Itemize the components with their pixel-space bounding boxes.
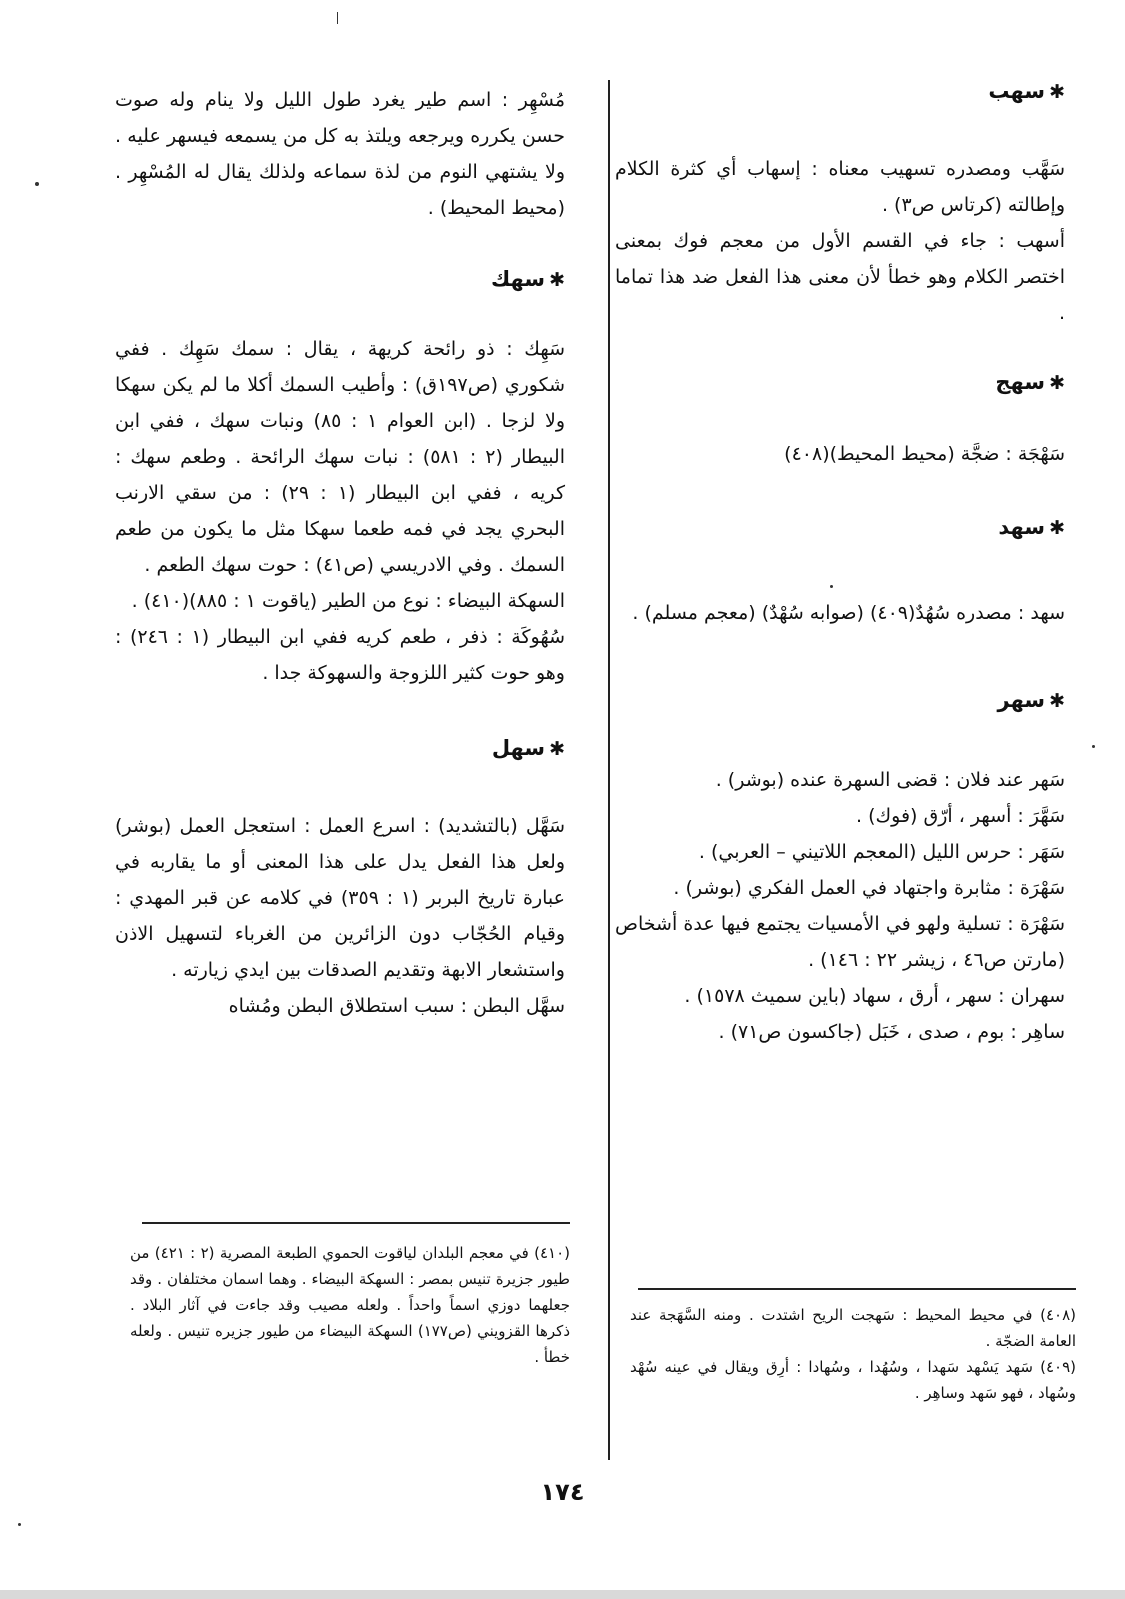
entry-heading: ✱سهج xyxy=(995,370,1065,394)
entry-text: سهران : سهر ، أرق ، سهاد (باين سميث ١٥٧٨) . xyxy=(684,985,1065,1007)
entry-text: سَهْرَة : مثابرة واجتهاد في العمل الفكري (بوشر) . xyxy=(673,877,1065,899)
entry-text: سهَّل البطن : سبب استطلاق البطن ومُشاه xyxy=(228,995,565,1017)
entry-text: سَهَّل (بالتشديد) : اسرع العمل : استعجل العمل (بوشر) ولعل هذا الفعل يدل على هذا المعنى أو ما يقاربه في عبارة تاريخ البربر (١ : ٣٥٩) في كلامه عن قبر المهدي : وقيام الحُجّاب دون الزائرين من الغرباء لتسهيل الاذن واستشعار الابهة وتقديم الصدقات بين ايدي زيارته . xyxy=(115,815,565,981)
entry-text: سهد : مصدره سُهُدٌ(٤٠٩) (صوابه سُهْدٌ) (معجم مسلم) . xyxy=(632,602,1065,624)
entry-text: سَهر عند فلان : قضى السهرة عنده (بوشر) . xyxy=(715,769,1065,791)
entry-text: سَهِك : ذو رائحة كريهة ، يقال : سمك سَهِك . ففي شكوري (ص١٩٧ق) : وأطيب السمك أكلا ما لم يكن سهكا ولا لزجا . (ابن العوام ١ : ٨٥) ونبات سهك ، ففي ابن البيطار (٢ : ٥٨١) : نبات سهك الرائحة . وطعم سهك : كريه ، ففي ابن البيطار (١ : ٢٩) : من سقي الارنب البحري يجد في فمه طعما سهكا مثل ما يكون من طعم السمك . وفي الادريسي (ص٤١) : حوت سهك الطعم . xyxy=(115,338,566,576)
footnote: (٤٠٩) سَهد يَسْهد سَهدا ، وسُهُدا ، وسُهادا : أرِق ويقال في عينه سُهْد وسُهاد ، فهو سَهد وساهِر . xyxy=(630,1358,1076,1402)
entry-text: سَهَر : حرس الليل (المعجم اللاتيني – العربي) . xyxy=(698,841,1065,863)
footnotes-left xyxy=(130,1240,570,1370)
footnote-rule xyxy=(142,1222,570,1224)
heading-text: سهب xyxy=(988,79,1046,103)
footnote: (٤٠٨) في محيط المحيط : سَهجت الريح اشتدت . ومنه السَّهَجة عند العامة الضجّة . xyxy=(630,1306,1076,1350)
entry-text: مُسْهِر : اسم طير يغرد طول الليل ولا ينام وله صوت حسن يكرره ويرجعه ويلتذ به كل من يسمعه فيسهر عليه . ولا يشتهي النوم من لذة سماعه ولذلك يقال له المُسْهِر . (محيط المحيط) . xyxy=(115,89,565,219)
page-number: ١٧٤ xyxy=(540,1478,585,1506)
right-column xyxy=(615,70,1065,1050)
left-column xyxy=(115,70,565,1024)
scan-speck xyxy=(18,1523,21,1526)
entry-text: السهكة البيضاء : نوع من الطير (ياقوت ١ : ٨٨٥)(٤١٠) . xyxy=(131,590,565,612)
footnote-rule xyxy=(638,1288,1076,1290)
entry-text: أسهب : جاء في القسم الأول من معجم فوك بمعنى اختصر الكلام وهو خطأ لأن معنى هذا الفعل ضد هذا تماما . xyxy=(615,230,1065,324)
entry-heading: ✱سهك xyxy=(491,267,565,291)
heading-text: سهك xyxy=(491,267,546,291)
heading-text: سهج xyxy=(995,370,1046,394)
entry-heading: ✱سهر xyxy=(997,688,1065,712)
scan-speck xyxy=(830,585,833,588)
entry-heading: ✱سهد xyxy=(998,515,1065,539)
heading-text: سهر xyxy=(997,688,1046,712)
entry-text: سَهَّرَ : أسهر ، أرّق (فوك) . xyxy=(856,805,1065,827)
scan-speck xyxy=(35,182,39,186)
entry-text: ساهِر : بوم ، صدى ، خَبَل (جاكسون ص٧١) . xyxy=(718,1021,1065,1043)
entry-heading: ✱سهب xyxy=(988,79,1065,103)
footnotes-right xyxy=(630,1302,1076,1406)
heading-text: سهل xyxy=(491,736,546,760)
entry-text: سُهُوكَة : ذفر ، طعم كريه ففي ابن البيطار (١ : ٢٤٦) : وهو حوت كثير اللزوجة والسهوكة جدا . xyxy=(115,626,565,684)
column-divider xyxy=(608,80,610,1460)
scan-edge xyxy=(0,1590,1125,1599)
entry-text: سَهْجَة : ضجَّة (محيط المحيط)(٤٠٨) xyxy=(784,443,1065,465)
entry-text: سَهْرَة : تسلية ولهو في الأمسيات يجتمع فيها عدة أشخاص (مارتن ص٤٦ ، زيشر ٢٢ : ١٤٦) . xyxy=(615,913,1065,971)
footnote: (٤١٠) في معجم البلدان لياقوت الحموي الطبعة المصرية (٢ : ٤٢١) من طيور جزيرة تنيس بمصر : السهكة البيضاء . وهما اسمان مختلفان . وقد جعلهما دوزي اسماً واحداً . ولعله مصيب وقد جاءت في آثار البلاد . ذكرها القزويني (ص١٧٧) السهكة البيضاء من طيور جزيره تنيس . ولعله خطأ . xyxy=(130,1244,571,1366)
entry-heading: ✱سهل xyxy=(491,736,565,760)
entry-text: سَهَّب ومصدره تسهيب معناه : إسهاب أي كثرة الكلام وإطالته (كرتاس ص٣) . xyxy=(615,158,1065,216)
heading-text: سهد xyxy=(998,515,1046,539)
scan-speck xyxy=(337,12,338,24)
scan-speck xyxy=(1092,745,1095,748)
